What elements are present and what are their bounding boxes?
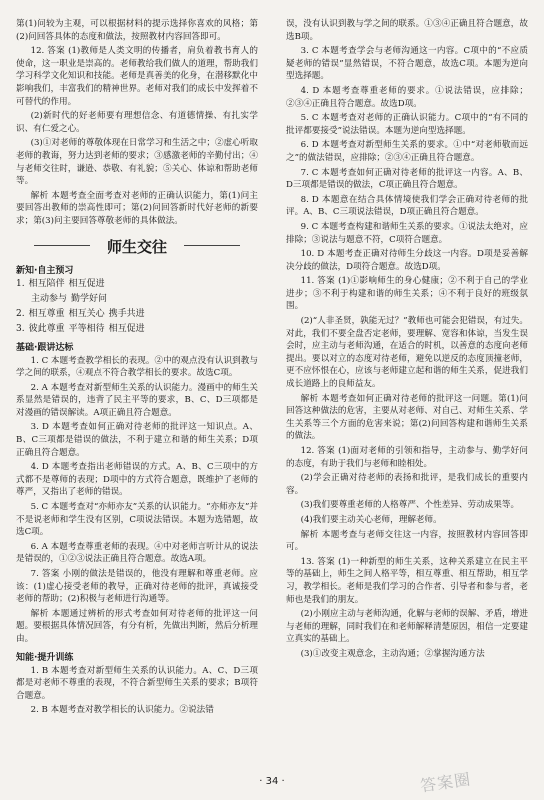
paragraph: (3)我们要尊重老师的人格尊严、个性差异、劳动成果等。 [300, 500, 520, 511]
list-item: 2. 相互尊重 相互关心 携手共进 [16, 308, 145, 319]
answer-3: 3. C 本题考查学会与老师沟通这一内容。C项中的“不应质疑老师的错误”显然错误，不符合题意，故选C项。本题为逆向型选择题。 [286, 46, 528, 82]
answer-6: 6. D 本题考查对新型师生关系的要求。①中“对老师敬而远之”的做法错误，应排除；②③④正确且符合题意。 [286, 140, 528, 163]
watermark: 答案圈 [419, 769, 473, 796]
preview-list [16, 278, 258, 336]
left-column [16, 18, 258, 719]
answer-9: 9. C 本题考查构建和谐师生关系的要求。①说法太绝对，应排除；③说法与题意不符，C项符合题意。 [286, 221, 528, 245]
answer-12: 12. 答案 (1)面对老师的引领和指导，主动参与、勤学好问的态度，有助于我们与老师和睦相处。 [286, 446, 528, 469]
page-number: · 34 · [259, 776, 285, 787]
paragraph: (2)学会正确对待老师的表扬和批评，是我们成长的重要内容。 [286, 473, 528, 496]
paragraph: (4)我们要主动关心老师，理解老师。 [300, 514, 442, 525]
list-item: 1. 相互陪伴 相互促进 [16, 278, 105, 289]
list-item: 主动参与 勤学好问 [31, 293, 108, 304]
answer-8: 8. D 本题意在结合具体情境使我们学会正确对待老师的批评。A、B、C三项说法错误，D项正确且符合题意。 [286, 194, 528, 218]
answer-4: 4. D 本题考查指出老师错误的方式。A、B、C三项中的方式都不是尊师的表现；D项中的方式符合题意，既维护了老师的尊严，又指出了老师的错误。 [16, 462, 258, 498]
list-item: 3. 彼此尊重 平等相待 相互促进 [16, 323, 145, 334]
paragraph: (2)新时代的好老师要有理想信念、有道德情操、有扎实学识、有仁爱之心。 [16, 111, 258, 134]
right-column [286, 18, 528, 663]
paragraph: (2)“人非圣贤，孰能无过？”教师也可能会犯错误，有过失。对此，我们不要全盘否定老师，要理解、宽容和体谅，当发生误会时，应主动与老师沟通，在适合的时机，以善意的态度向老师提出。要以对立的态度对待老师，避免以逆反的态度顶撞老师，更不应怀恨在心，应该与老师建立起和谐的师生关系，促进我们成长道路上的良师益友。 [286, 316, 528, 390]
answer-10: 10. D 本题考查正确对待师生分歧这一内容。D项是妥善解决分歧的做法，D项符合题意。故选D项。 [286, 249, 528, 272]
subsection-title: 新知·自主预习 [16, 265, 74, 276]
answer-5: 5. C 本题考查对老师的正确认识能力。C项中的“有不同的批评都要接受”说法错误。本题为逆向型选择题。 [286, 113, 528, 136]
answer-1: 1. C 本题考查教学相长的表现。②中的观点没有认识到教与学之间的联系，④观点不符合教学相长的要求。故选C项。 [16, 355, 258, 379]
answer-2: 2. B 本题考查对教学相长的认识能力。②说法错 [30, 705, 214, 716]
paragraph: 误，没有认识到教与学之间的联系。①③④正确且符合题意，故选B项。 [286, 19, 528, 42]
answer-13: 13. 答案 (1)一种新型的师生关系，这种关系建立在民主平等的基础上，师生之间人格平等，相互尊重、相互帮助，相互学习，教学相长。老师是我们学习的合作者、引导者和参与者，老师也是我们的朋友。 [286, 556, 528, 605]
subsection-title: 基础·跟讲达标 [16, 342, 74, 353]
answer-1: 1. B 本题考查对新型师生关系的认识能力。A、C、D三项都是对老师不尊重的表现，不符合新型师生关系的要求；B项符合题意。 [16, 665, 258, 701]
paragraph: (2)小刚应主动与老师沟通，化解与老师的误解、矛盾，增进与老师的理解，同时我们在和老师解释清楚原因，相信一定要建立真实的基础上。 [286, 609, 528, 645]
paragraph: 第(1)问较为主观，可以根据材料的提示选择你喜欢的风格；第(2)问回答具体的态度和做法，按照教材内容回答即可。 [16, 19, 258, 42]
answer-3: 3. D 本题考查如何正确对待老师的批评这一知识点。A、B、C三项都是错误的做法，不利于建立和谐的师生关系；D项正确且符合题意。 [16, 422, 258, 458]
answer-12: 12. 答案 (1)教师是人类文明的传播者，肩负着教书育人的使命，这一职业是崇高的。老师教给我们做人的道理，帮助我们学习科学文化知识和技能。老师是真善美的化身，在潜移默化中影响我们，丰富我们的精神世界。老师对我们的成长中发挥着不可替代的作用。 [16, 46, 258, 107]
answer-11: 11. 答案 (1)①影响师生的身心健康；②不利于自己的学业进步；③不利于构建和谐的师生关系；④不利于良好的班级氛围。 [286, 276, 528, 312]
answer-2: 2. A 本题考查对新型师生关系的认识能力。漫画中的师生关系显然是错误的，违背了民主平等的要求，B、C、D三项都是对漫画的错误解读。A项正确且符合题意。 [16, 382, 258, 418]
answer-4: 4. D 本题考查尊重老师的要求。①说法错误，应排除；②③④正确且符合题意。故选D项。 [286, 85, 528, 109]
explanation: 解析 本题通过辨析的形式考查如何对待老师的批评这一问题。要根据具体情况回答，有分有析，先做出判断，然后分析理由。 [16, 608, 258, 644]
answer-7: 7. 答案 小刚的做法是错误的，他没有理解和尊重老师。应该：(1)虚心接受老师的教导，正确对待老师的批评，真诚接受老师的帮助；(2)积极与老师进行沟通等。 [16, 569, 258, 605]
explanation: 解析 本题考查全面考查对老师的正确认识能力，第(1)问主要回答出教师的崇高性即可；第(2)问回答新时代好老师的新要求；第(3)问主要回答尊敬老师的具体做法。 [16, 190, 258, 226]
answer-6: 6. A 本题考查尊重老师的表现。④中对老师言听计从的说法是错误的，①②③说法正确且符合题意。故选A项。 [16, 541, 258, 565]
explanation: 解析 本题考查如何正确对待老师的批评这一问题。第(1)问回答这种做法的危害，主要从对老师、对自己、对师生关系、学生关系等三个方面的危害来说；第(2)问回答构建和谐师生关系的做法。 [286, 393, 528, 442]
answer-7: 7. C 本题考查如何正确对待老师的批评这一内容。A、B、D三项都是错误的做法，C项正确且符合题意。 [286, 167, 528, 191]
subsection-title: 知能·提升训练 [16, 652, 74, 663]
answer-5: 5. C 本题考查对“亦师亦友”关系的认识能力。“亦师亦友”并不是说老师和学生没有区别，C项说法错误。本题为选错题，故选C项。 [16, 502, 258, 538]
paragraph: (3)①改变主观意念，主动沟通；②掌握沟通方法 [300, 648, 485, 659]
paragraph: (3)①对老师的尊敬体现在日常学习和生活之中；②虚心听取老师的教诲，努力达到老师的要求；③感激老师的辛勤付出；④与老师交往时，谦逊、恭敬、有礼貌；⑤关心、体谅和帮助老师等。 [16, 138, 258, 187]
section-title: 师生交往 [16, 236, 258, 257]
explanation: 解析 本题考查与老师交往这一内容，按照教材内容回答即可。 [286, 529, 528, 553]
